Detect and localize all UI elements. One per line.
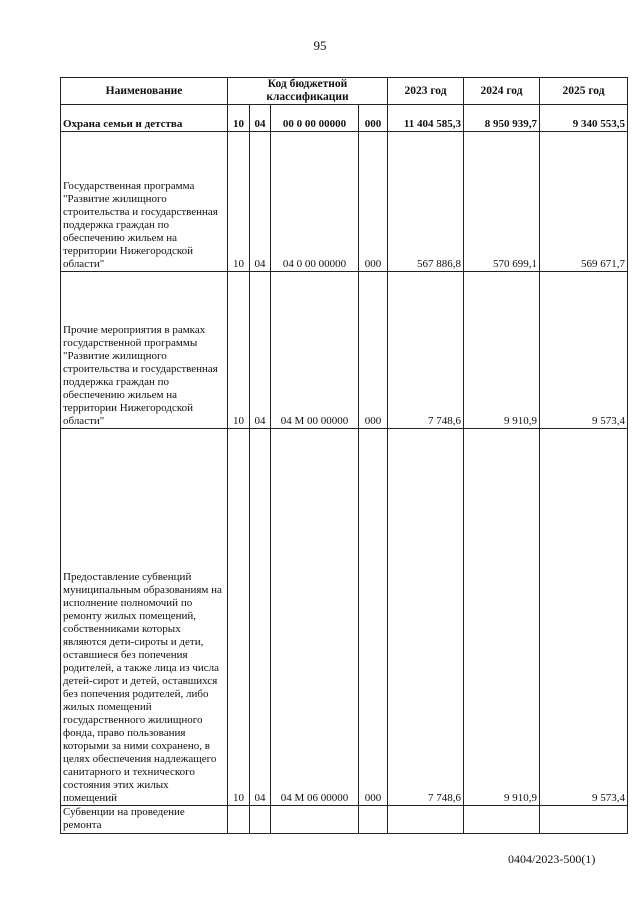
row-name: Государственная программа "Развитие жилищного строительства и государственная поддержка граждан по обеспечению жильем на территории Нижегородской области" bbox=[61, 132, 228, 272]
row-value-2025: 9 573,4 bbox=[540, 272, 628, 429]
row-value-2025 bbox=[540, 806, 628, 834]
row-section: 10 bbox=[228, 132, 250, 272]
row-expense-type: 000 bbox=[359, 132, 388, 272]
header-2024: 2024 год bbox=[464, 78, 540, 105]
table-row bbox=[61, 132, 628, 272]
row-name: Прочие мероприятия в рамках государственной программы "Развитие жилищного строительства и государственная поддержка граждан по обеспечению жильем на территории Нижегородской области" bbox=[61, 272, 228, 429]
row-expense-type bbox=[359, 806, 388, 834]
row-target-article: 04 М 06 00000 bbox=[271, 429, 359, 806]
row-expense-type: 000 bbox=[359, 105, 388, 132]
header-code: Код бюджетной классификации bbox=[228, 78, 388, 105]
row-subsection: 04 bbox=[250, 132, 271, 272]
row-section bbox=[228, 806, 250, 834]
row-value-2024: 570 699,1 bbox=[464, 132, 540, 272]
row-section: 10 bbox=[228, 272, 250, 429]
page-number: 95 bbox=[313, 38, 327, 53]
row-subsection: 04 bbox=[250, 429, 271, 806]
row-value-2023: 567 886,8 bbox=[388, 132, 464, 272]
budget-table bbox=[60, 77, 628, 834]
table-row bbox=[61, 806, 628, 834]
table-row bbox=[61, 429, 628, 806]
row-value-2023: 7 748,6 bbox=[388, 272, 464, 429]
header-2025: 2025 год bbox=[540, 78, 628, 105]
row-name: Предоставление субвенций муниципальным образованиям на исполнение полномочий по ремонту жилых помещений, собственниками которых являются дети-сироты и дети, оставшиеся без попечения родителей, а также лица из числа детей-сирот и детей, оставшихся без попечения родителей, либо жилых помещений государственного жилищного фонда, право пользования которыми за ними сохранено, в целях обеспечения надлежащего санитарного и технического состояния этих жилых помещений bbox=[61, 429, 228, 806]
row-target-article: 04 М 00 00000 bbox=[271, 272, 359, 429]
table-row bbox=[61, 105, 628, 132]
row-value-2025: 569 671,7 bbox=[540, 132, 628, 272]
document-code: 0404/2023-500(1) bbox=[508, 852, 596, 866]
header-2023: 2023 год bbox=[388, 78, 464, 105]
row-value-2023 bbox=[388, 806, 464, 834]
row-subsection: 04 bbox=[250, 272, 271, 429]
row-subsection: 04 bbox=[250, 105, 271, 132]
row-expense-type: 000 bbox=[359, 429, 388, 806]
row-value-2023: 11 404 585,3 bbox=[388, 105, 464, 132]
row-section: 10 bbox=[228, 105, 250, 132]
row-value-2025: 9 340 553,5 bbox=[540, 105, 628, 132]
row-target-article bbox=[271, 806, 359, 834]
row-section: 10 bbox=[228, 429, 250, 806]
row-subsection bbox=[250, 806, 271, 834]
table-header-row bbox=[61, 78, 628, 105]
row-value-2023: 7 748,6 bbox=[388, 429, 464, 806]
row-value-2024: 9 910,9 bbox=[464, 272, 540, 429]
row-value-2024: 9 910,9 bbox=[464, 429, 540, 806]
row-target-article: 04 0 00 00000 bbox=[271, 132, 359, 272]
row-target-article: 00 0 00 00000 bbox=[271, 105, 359, 132]
row-name: Охрана семьи и детства bbox=[61, 105, 228, 132]
table-row bbox=[61, 272, 628, 429]
row-expense-type: 000 bbox=[359, 272, 388, 429]
header-name: Наименование bbox=[61, 78, 228, 105]
row-value-2024: 8 950 939,7 bbox=[464, 105, 540, 132]
row-value-2025: 9 573,4 bbox=[540, 429, 628, 806]
row-name: Субвенции на проведение ремонта bbox=[61, 806, 228, 834]
row-value-2024 bbox=[464, 806, 540, 834]
